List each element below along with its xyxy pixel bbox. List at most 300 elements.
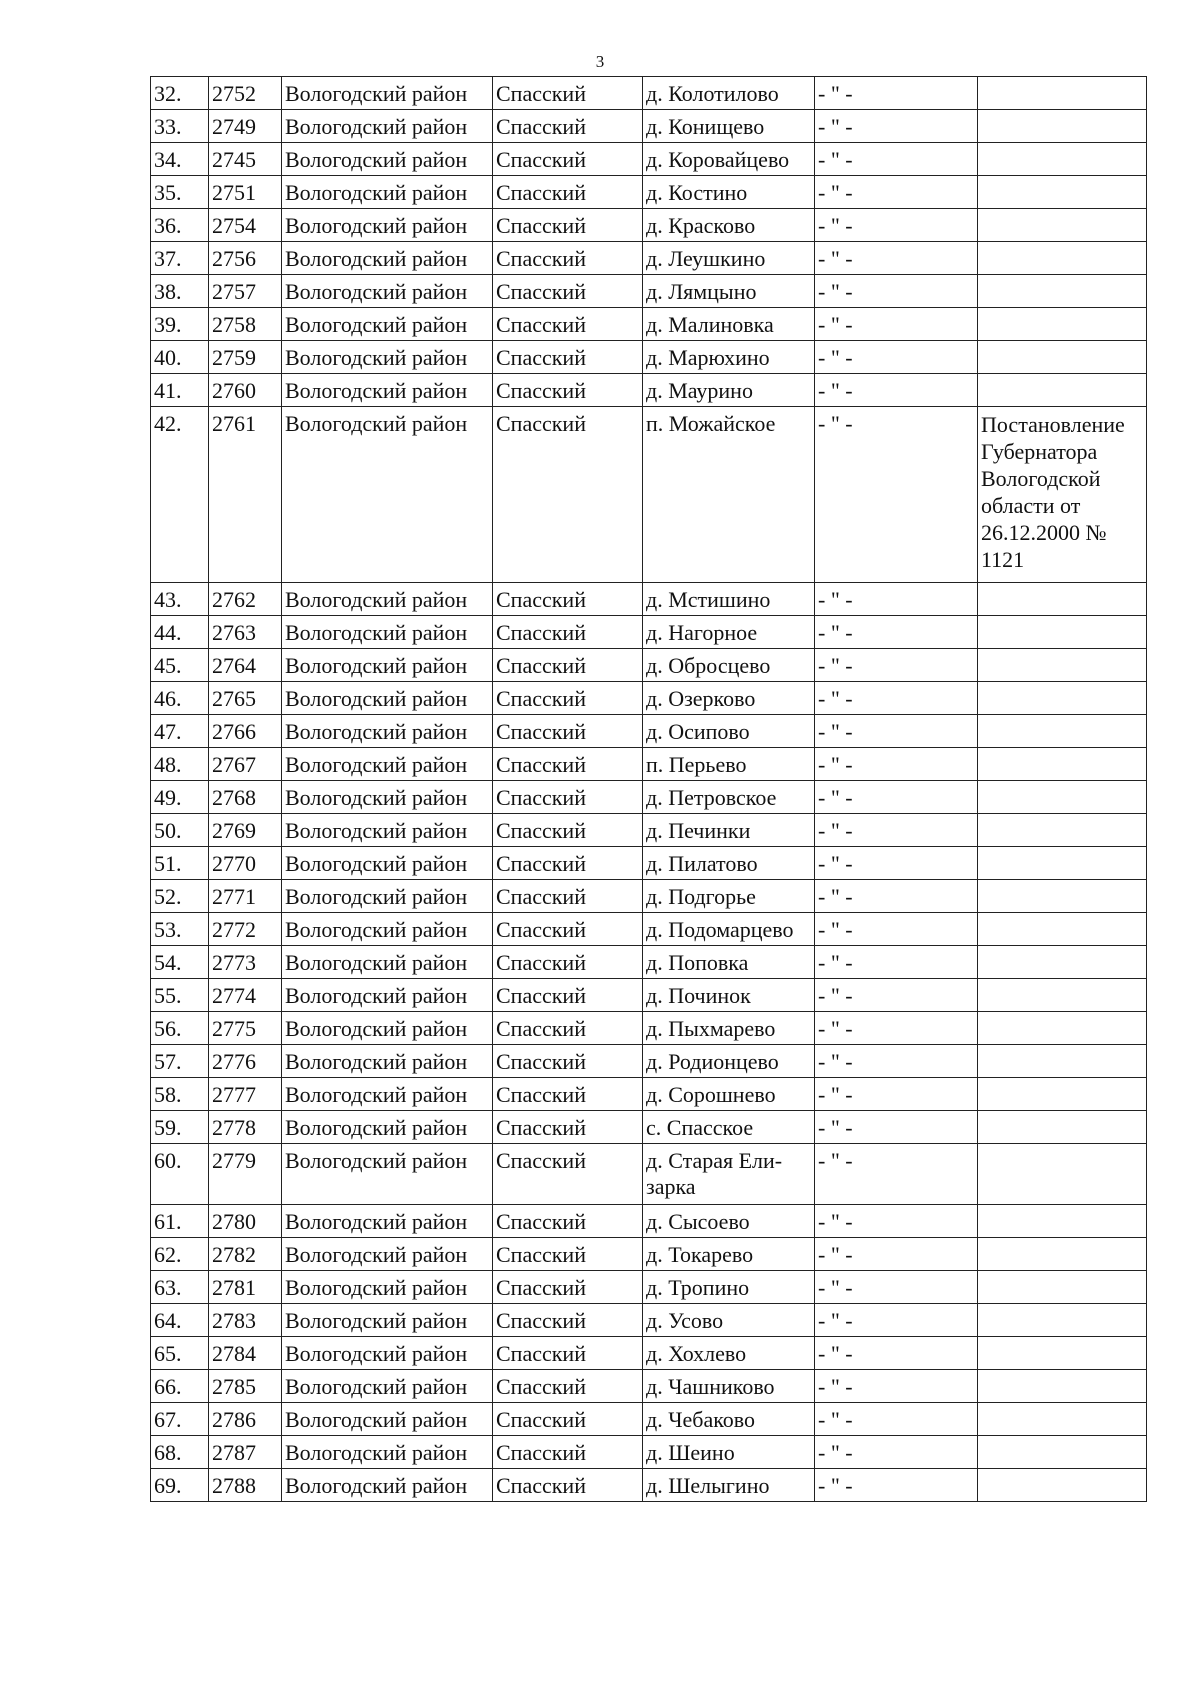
table-row (151, 946, 1147, 979)
table-row (151, 814, 1147, 847)
settlement-cell: д. Осипово (643, 715, 815, 748)
table-row (151, 1144, 1147, 1205)
row-number-cell: 65. (151, 1337, 209, 1370)
document-cell: - " - (815, 1012, 978, 1045)
document-cell: - " - (815, 1078, 978, 1111)
row-number-cell: 59. (151, 1111, 209, 1144)
document-cell: - " - (815, 781, 978, 814)
council-cell: Спасский (493, 847, 643, 880)
document-cell: - " - (815, 1205, 978, 1238)
code-cell: 2758 (209, 308, 282, 341)
note-cell (978, 1271, 1147, 1304)
table-row (151, 341, 1147, 374)
settlement-cell: д. Марюхино (643, 341, 815, 374)
settlement-cell: д. Токарево (643, 1238, 815, 1271)
settlement-cell: д. Поповка (643, 946, 815, 979)
document-cell: - " - (815, 209, 978, 242)
table-row (151, 407, 1147, 583)
table-row (151, 781, 1147, 814)
table-row (151, 374, 1147, 407)
council-cell: Спасский (493, 1304, 643, 1337)
settlement-cell: д. Чебаково (643, 1403, 815, 1436)
note-cell (978, 616, 1147, 649)
code-cell: 2786 (209, 1403, 282, 1436)
code-cell: 2768 (209, 781, 282, 814)
table-row (151, 110, 1147, 143)
district-cell: Вологодский район (282, 110, 493, 143)
row-number-cell: 66. (151, 1370, 209, 1403)
note-cell (978, 847, 1147, 880)
note-cell (978, 1337, 1147, 1370)
council-cell: Спасский (493, 1271, 643, 1304)
district-cell: Вологодский район (282, 1045, 493, 1078)
settlement-cell: д. Подомарцево (643, 913, 815, 946)
note-cell (978, 748, 1147, 781)
document-cell: - " - (815, 341, 978, 374)
district-cell: Вологодский район (282, 1271, 493, 1304)
settlement-cell: д. Обросцево (643, 649, 815, 682)
settlement-cell: д. Сысоево (643, 1205, 815, 1238)
district-cell: Вологодский район (282, 1012, 493, 1045)
settlement-cell: д. Подгорье (643, 880, 815, 913)
district-cell: Вологодский район (282, 1111, 493, 1144)
code-cell: 2765 (209, 682, 282, 715)
row-number-cell: 63. (151, 1271, 209, 1304)
district-cell: Вологодский район (282, 1337, 493, 1370)
note-cell (978, 946, 1147, 979)
code-cell: 2762 (209, 583, 282, 616)
code-cell: 2777 (209, 1078, 282, 1111)
council-cell: Спасский (493, 1436, 643, 1469)
note-cell: Постановление Губернатора Вологодской области от 26.12.2000 № 1121 (978, 407, 1147, 583)
note-cell (978, 979, 1147, 1012)
code-cell: 2776 (209, 1045, 282, 1078)
settlement-cell: д. Пыхмарево (643, 1012, 815, 1045)
table-row (151, 1271, 1147, 1304)
row-number-cell: 54. (151, 946, 209, 979)
council-cell: Спасский (493, 748, 643, 781)
note-cell (978, 1205, 1147, 1238)
document-cell: - " - (815, 143, 978, 176)
table-row (151, 847, 1147, 880)
district-cell: Вологодский район (282, 1078, 493, 1111)
council-cell: Спасский (493, 1370, 643, 1403)
table-row (151, 616, 1147, 649)
document-cell: - " - (815, 275, 978, 308)
note-cell (978, 913, 1147, 946)
council-cell: Спасский (493, 1238, 643, 1271)
row-number-cell: 58. (151, 1078, 209, 1111)
settlement-cell: д. Шелыгино (643, 1469, 815, 1502)
note-cell (978, 110, 1147, 143)
settlement-cell: д. Мстишино (643, 583, 815, 616)
table-row (151, 715, 1147, 748)
district-cell: Вологодский район (282, 715, 493, 748)
row-number-cell: 34. (151, 143, 209, 176)
settlement-cell: д. Лямцыно (643, 275, 815, 308)
settlement-cell: д. Красково (643, 209, 815, 242)
settlement-cell: д. Малиновка (643, 308, 815, 341)
row-number-cell: 57. (151, 1045, 209, 1078)
settlement-cell: д. Старая Ели- зарка (643, 1144, 815, 1205)
district-cell: Вологодский район (282, 1370, 493, 1403)
document-cell: - " - (815, 1370, 978, 1403)
code-cell: 2783 (209, 1304, 282, 1337)
code-cell: 2779 (209, 1144, 282, 1205)
district-cell: Вологодский район (282, 682, 493, 715)
table-row (151, 1205, 1147, 1238)
document-cell: - " - (815, 913, 978, 946)
district-cell: Вологодский район (282, 1205, 493, 1238)
council-cell: Спасский (493, 913, 643, 946)
council-cell: Спасский (493, 1469, 643, 1502)
note-cell (978, 1370, 1147, 1403)
district-cell: Вологодский район (282, 77, 493, 110)
note-cell (978, 143, 1147, 176)
code-cell: 2745 (209, 143, 282, 176)
settlement-cell: д. Озерково (643, 682, 815, 715)
table-row (151, 1078, 1147, 1111)
document-cell: - " - (815, 583, 978, 616)
council-cell: Спасский (493, 1111, 643, 1144)
council-cell: Спасский (493, 1403, 643, 1436)
table-row (151, 748, 1147, 781)
document-cell: - " - (815, 242, 978, 275)
table-row (151, 1436, 1147, 1469)
council-cell: Спасский (493, 616, 643, 649)
row-number-cell: 61. (151, 1205, 209, 1238)
settlement-cell: д. Нагорное (643, 616, 815, 649)
district-cell: Вологодский район (282, 946, 493, 979)
note-cell (978, 176, 1147, 209)
row-number-cell: 32. (151, 77, 209, 110)
code-cell: 2752 (209, 77, 282, 110)
council-cell: Спасский (493, 682, 643, 715)
note-cell (978, 1012, 1147, 1045)
council-cell: Спасский (493, 308, 643, 341)
document-cell: - " - (815, 374, 978, 407)
district-cell: Вологодский район (282, 781, 493, 814)
settlement-cell: д. Чашниково (643, 1370, 815, 1403)
district-cell: Вологодский район (282, 1403, 493, 1436)
code-cell: 2778 (209, 1111, 282, 1144)
settlement-cell: д. Тропино (643, 1271, 815, 1304)
district-cell: Вологодский район (282, 583, 493, 616)
document-cell: - " - (815, 176, 978, 209)
district-cell: Вологодский район (282, 1144, 493, 1205)
row-number-cell: 56. (151, 1012, 209, 1045)
note-cell (978, 649, 1147, 682)
settlement-cell: д. Колотилово (643, 77, 815, 110)
table-row (151, 979, 1147, 1012)
document-cell: - " - (815, 110, 978, 143)
council-cell: Спасский (493, 275, 643, 308)
code-cell: 2766 (209, 715, 282, 748)
document-cell: - " - (815, 1045, 978, 1078)
district-cell: Вологодский район (282, 1436, 493, 1469)
code-cell: 2781 (209, 1271, 282, 1304)
table-row (151, 1045, 1147, 1078)
code-cell: 2775 (209, 1012, 282, 1045)
table-row (151, 275, 1147, 308)
document-cell: - " - (815, 814, 978, 847)
row-number-cell: 53. (151, 913, 209, 946)
document-cell: - " - (815, 1337, 978, 1370)
district-cell: Вологодский район (282, 913, 493, 946)
council-cell: Спасский (493, 77, 643, 110)
table-row (151, 1111, 1147, 1144)
settlement-cell: д. Печинки (643, 814, 815, 847)
row-number-cell: 52. (151, 880, 209, 913)
note-cell (978, 77, 1147, 110)
district-cell: Вологодский район (282, 1238, 493, 1271)
council-cell: Спасский (493, 341, 643, 374)
district-cell: Вологодский район (282, 814, 493, 847)
district-cell: Вологодский район (282, 341, 493, 374)
row-number-cell: 45. (151, 649, 209, 682)
row-number-cell: 42. (151, 407, 209, 583)
table-row (151, 308, 1147, 341)
settlement-cell: п. Можайское (643, 407, 815, 583)
code-cell: 2785 (209, 1370, 282, 1403)
row-number-cell: 47. (151, 715, 209, 748)
document-cell: - " - (815, 649, 978, 682)
district-cell: Вологодский район (282, 209, 493, 242)
table-row (151, 1403, 1147, 1436)
district-cell: Вологодский район (282, 880, 493, 913)
code-cell: 2787 (209, 1436, 282, 1469)
settlement-cell: д. Родионцево (643, 1045, 815, 1078)
table-row (151, 209, 1147, 242)
settlement-cell: д. Усово (643, 1304, 815, 1337)
row-number-cell: 43. (151, 583, 209, 616)
district-cell: Вологодский район (282, 374, 493, 407)
page-number: 3 (595, 52, 605, 71)
district-cell: Вологодский район (282, 308, 493, 341)
row-number-cell: 37. (151, 242, 209, 275)
council-cell: Спасский (493, 781, 643, 814)
settlement-cell: д. Коровайцево (643, 143, 815, 176)
settlement-cell: д. Маурино (643, 374, 815, 407)
row-number-cell: 48. (151, 748, 209, 781)
council-cell: Спасский (493, 1205, 643, 1238)
table-row (151, 176, 1147, 209)
settlement-cell: д. Петровское (643, 781, 815, 814)
settlement-cell: д. Пилатово (643, 847, 815, 880)
document-cell: - " - (815, 1271, 978, 1304)
settlement-cell: д. Хохлево (643, 1337, 815, 1370)
council-cell: Спасский (493, 979, 643, 1012)
table-row (151, 1337, 1147, 1370)
row-number-cell: 35. (151, 176, 209, 209)
row-number-cell: 64. (151, 1304, 209, 1337)
council-cell: Спасский (493, 242, 643, 275)
code-cell: 2756 (209, 242, 282, 275)
district-cell: Вологодский район (282, 275, 493, 308)
district-cell: Вологодский район (282, 242, 493, 275)
table-body (151, 77, 1147, 1502)
council-cell: Спасский (493, 176, 643, 209)
settlement-cell: д. Костино (643, 176, 815, 209)
row-number-cell: 33. (151, 110, 209, 143)
row-number-cell: 69. (151, 1469, 209, 1502)
district-cell: Вологодский район (282, 649, 493, 682)
document-cell: - " - (815, 682, 978, 715)
note-cell (978, 1436, 1147, 1469)
council-cell: Спасский (493, 374, 643, 407)
row-number-cell: 41. (151, 374, 209, 407)
document-cell: - " - (815, 1469, 978, 1502)
note-cell (978, 880, 1147, 913)
note-cell (978, 341, 1147, 374)
district-cell: Вологодский район (282, 979, 493, 1012)
district-cell: Вологодский район (282, 748, 493, 781)
table-row (151, 880, 1147, 913)
document-cell: - " - (815, 1403, 978, 1436)
document-cell: - " - (815, 616, 978, 649)
council-cell: Спасский (493, 583, 643, 616)
document-cell: - " - (815, 979, 978, 1012)
code-cell: 2782 (209, 1238, 282, 1271)
settlement-cell: д. Шеино (643, 1436, 815, 1469)
code-cell: 2763 (209, 616, 282, 649)
row-number-cell: 67. (151, 1403, 209, 1436)
note-cell (978, 583, 1147, 616)
note-cell (978, 1045, 1147, 1078)
document-cell: - " - (815, 715, 978, 748)
note-cell (978, 1144, 1147, 1205)
code-cell: 2760 (209, 374, 282, 407)
row-number-cell: 38. (151, 275, 209, 308)
row-number-cell: 39. (151, 308, 209, 341)
district-cell: Вологодский район (282, 1469, 493, 1502)
council-cell: Спасский (493, 1012, 643, 1045)
row-number-cell: 60. (151, 1144, 209, 1205)
settlement-cell: д. Сорошнево (643, 1078, 815, 1111)
district-cell: Вологодский район (282, 407, 493, 583)
code-cell: 2770 (209, 847, 282, 880)
table-row (151, 649, 1147, 682)
row-number-cell: 50. (151, 814, 209, 847)
note-cell (978, 374, 1147, 407)
document-cell: - " - (815, 407, 978, 583)
document-cell: - " - (815, 1111, 978, 1144)
row-number-cell: 68. (151, 1436, 209, 1469)
code-cell: 2784 (209, 1337, 282, 1370)
council-cell: Спасский (493, 880, 643, 913)
note-cell (978, 1238, 1147, 1271)
district-cell: Вологодский район (282, 616, 493, 649)
note-cell (978, 308, 1147, 341)
table-row (151, 1304, 1147, 1337)
row-number-cell: 46. (151, 682, 209, 715)
document-cell: - " - (815, 308, 978, 341)
table-row (151, 1012, 1147, 1045)
council-cell: Спасский (493, 1337, 643, 1370)
settlement-cell: д. Конищево (643, 110, 815, 143)
document-cell: - " - (815, 847, 978, 880)
code-cell: 2764 (209, 649, 282, 682)
code-cell: 2774 (209, 979, 282, 1012)
row-number-cell: 55. (151, 979, 209, 1012)
note-cell (978, 209, 1147, 242)
council-cell: Спасский (493, 649, 643, 682)
document-cell: - " - (815, 77, 978, 110)
row-number-cell: 44. (151, 616, 209, 649)
council-cell: Спасский (493, 209, 643, 242)
row-number-cell: 49. (151, 781, 209, 814)
district-cell: Вологодский район (282, 176, 493, 209)
council-cell: Спасский (493, 1078, 643, 1111)
document-cell: - " - (815, 946, 978, 979)
settlement-cell: п. Перьево (643, 748, 815, 781)
table-row (151, 1238, 1147, 1271)
note-cell (978, 781, 1147, 814)
code-cell: 2769 (209, 814, 282, 847)
table-row (151, 1469, 1147, 1502)
council-cell: Спасский (493, 110, 643, 143)
district-cell: Вологодский район (282, 143, 493, 176)
council-cell: Спасский (493, 1144, 643, 1205)
council-cell: Спасский (493, 946, 643, 979)
code-cell: 2788 (209, 1469, 282, 1502)
code-cell: 2773 (209, 946, 282, 979)
settlement-cell: д. Починок (643, 979, 815, 1012)
document-cell: - " - (815, 1436, 978, 1469)
table-row (151, 682, 1147, 715)
table-row (151, 1370, 1147, 1403)
code-cell: 2767 (209, 748, 282, 781)
table-row (151, 242, 1147, 275)
table-row (151, 77, 1147, 110)
note-cell (978, 275, 1147, 308)
table-row (151, 913, 1147, 946)
table-row (151, 583, 1147, 616)
council-cell: Спасский (493, 1045, 643, 1078)
code-cell: 2771 (209, 880, 282, 913)
note-cell (978, 1078, 1147, 1111)
note-cell (978, 1111, 1147, 1144)
note-cell (978, 1469, 1147, 1502)
note-cell (978, 682, 1147, 715)
code-cell: 2749 (209, 110, 282, 143)
row-number-cell: 36. (151, 209, 209, 242)
code-cell: 2754 (209, 209, 282, 242)
district-cell: Вологодский район (282, 1304, 493, 1337)
council-cell: Спасский (493, 715, 643, 748)
code-cell: 2759 (209, 341, 282, 374)
code-cell: 2751 (209, 176, 282, 209)
council-cell: Спасский (493, 407, 643, 583)
code-cell: 2772 (209, 913, 282, 946)
note-cell (978, 1403, 1147, 1436)
note-cell (978, 814, 1147, 847)
settlement-cell: с. Спасское (643, 1111, 815, 1144)
note-cell (978, 242, 1147, 275)
row-number-cell: 40. (151, 341, 209, 374)
district-cell: Вологодский район (282, 847, 493, 880)
row-number-cell: 62. (151, 1238, 209, 1271)
council-cell: Спасский (493, 814, 643, 847)
document-cell: - " - (815, 1144, 978, 1205)
note-cell (978, 1304, 1147, 1337)
settlement-cell: д. Леушкино (643, 242, 815, 275)
code-cell: 2761 (209, 407, 282, 583)
document-cell: - " - (815, 880, 978, 913)
code-cell: 2757 (209, 275, 282, 308)
row-number-cell: 51. (151, 847, 209, 880)
document-cell: - " - (815, 748, 978, 781)
